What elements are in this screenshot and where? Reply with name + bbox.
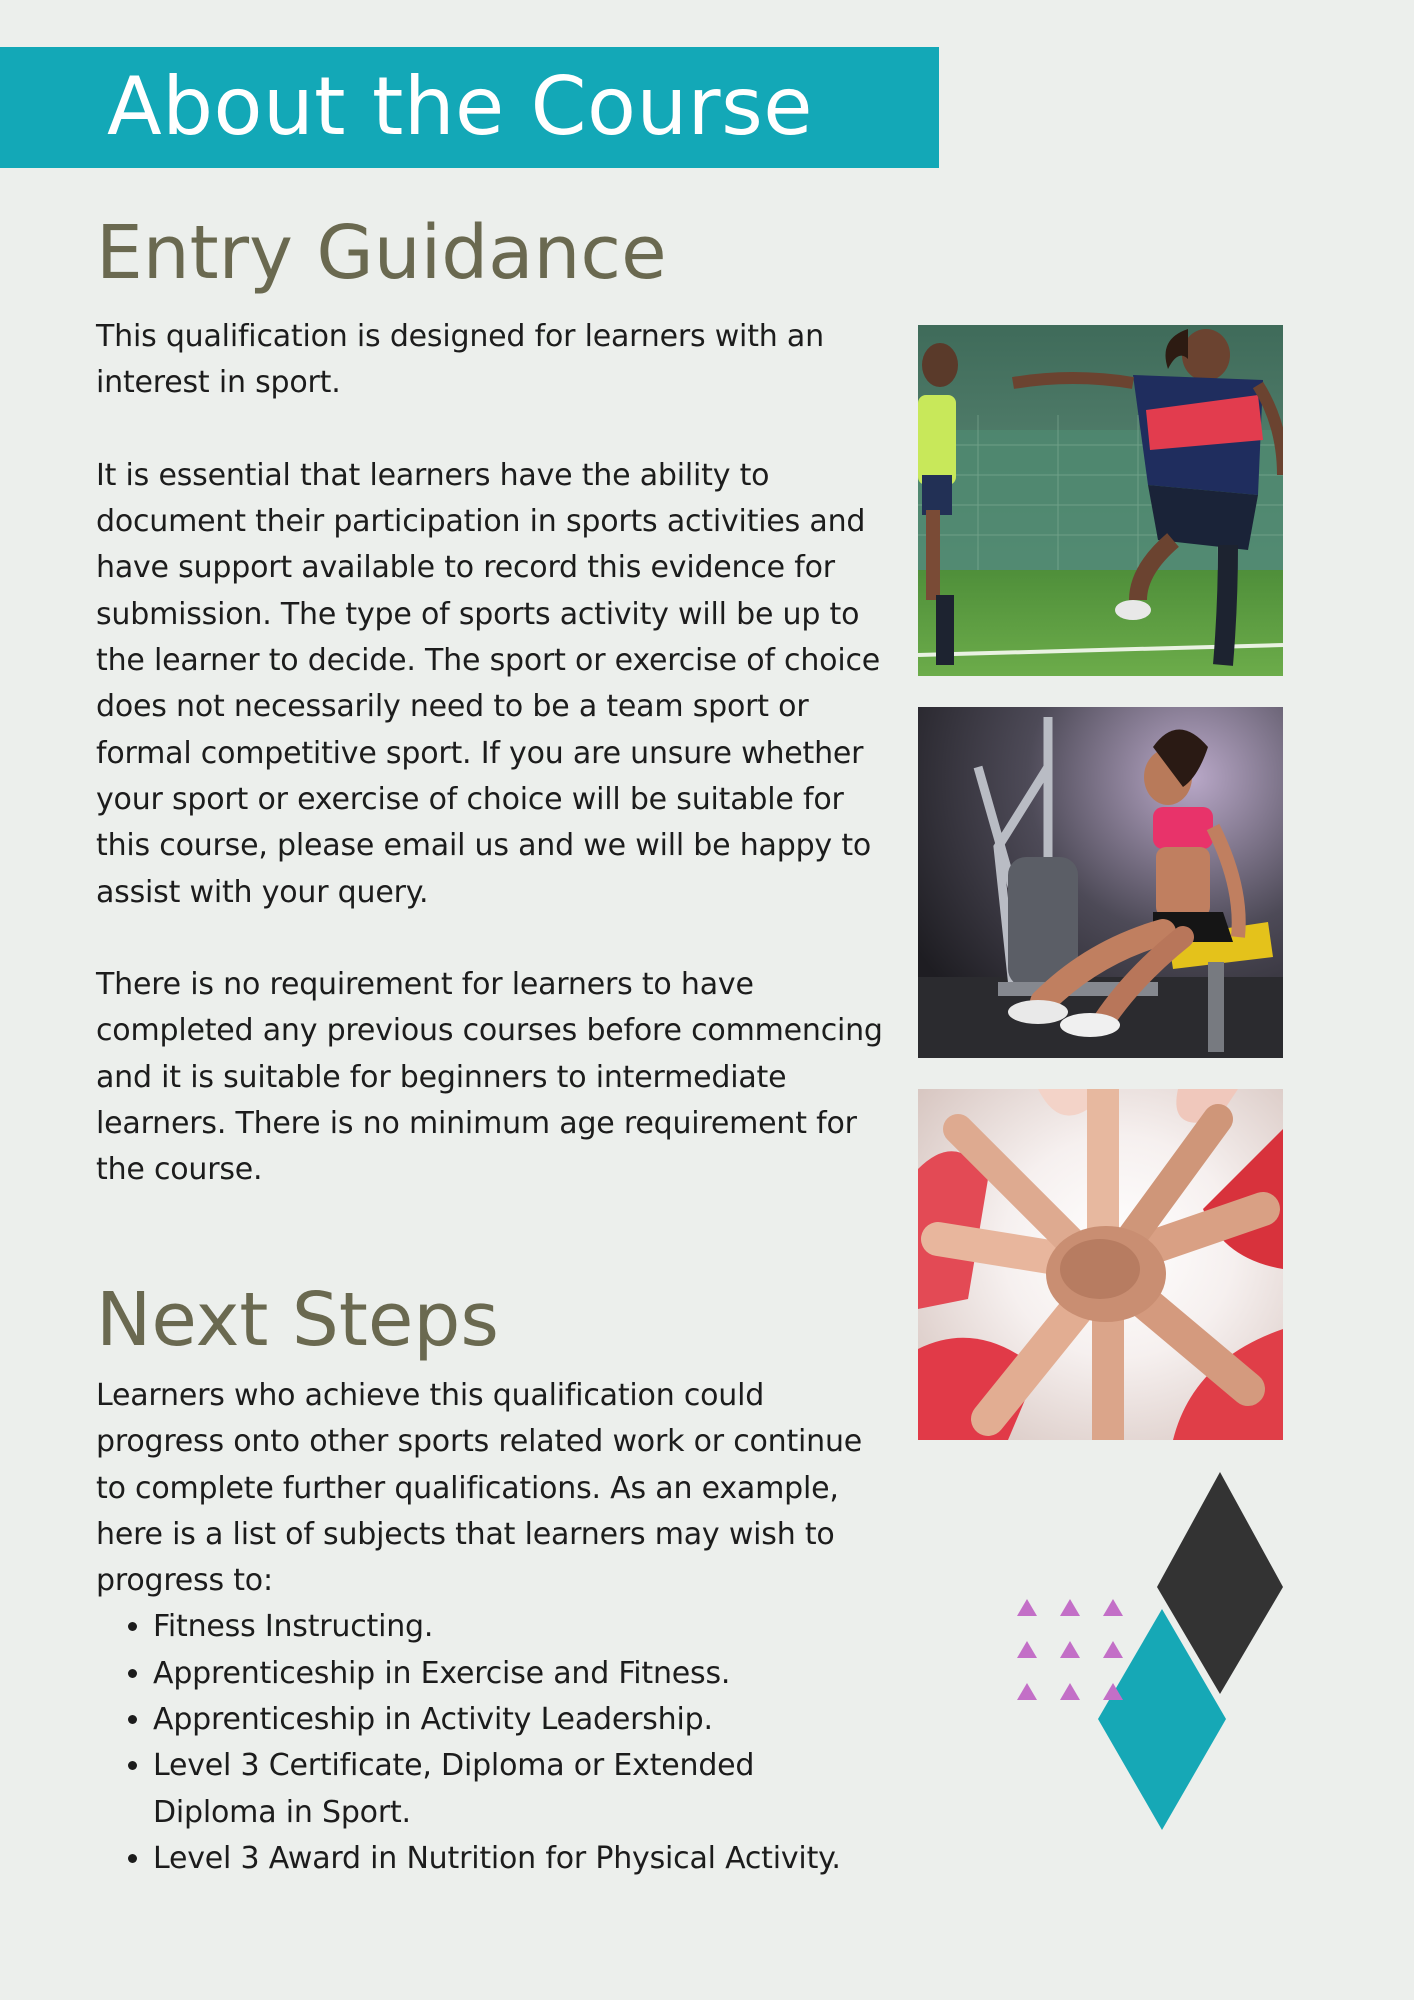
title-banner [0, 47, 939, 168]
decorative-shapes [1010, 1472, 1290, 1840]
list-item: • Level 3 Certificate, Diploma or Extended Diploma in Sport. [153, 1743, 886, 1836]
triangle-pattern [1017, 1599, 1123, 1700]
entry-paragraph: This qualification is designed for learners with an interest in sport. [96, 319, 824, 401]
next-steps-intro: Learners who achieve this qualification could progress onto other sports related work or continue to complete further qualifications. As an example, here is a list of subjects that learners may wish to progress to: [96, 1378, 863, 1599]
list-item: • Level 3 Award in Nutrition for Physical Activity. [153, 1836, 886, 1882]
list-item: • Apprenticeship in Activity Leadership. [153, 1697, 886, 1743]
next-steps-heading: Next Steps [96, 1277, 499, 1363]
photo-gym-athlete [918, 707, 1283, 1058]
page-title: About the Course [107, 60, 813, 153]
photo-team-hands [918, 1089, 1283, 1440]
entry-guidance-body [96, 314, 886, 1194]
entry-guidance-heading: Entry Guidance [96, 210, 667, 296]
photo-soccer-players [918, 325, 1283, 676]
list-item: • Fitness Instructing. [153, 1604, 886, 1650]
list-item: • Apprenticeship in Exercise and Fitness. [153, 1651, 886, 1697]
next-steps-body [96, 1373, 886, 1882]
entry-paragraph: It is essential that learners have the ability to document their participation in sports activities and have support available to record this evidence for submission. The type of sports activity will be up to the learner to decide. The sport or exercise of choice does not necessarily need to be a team sport or formal competitive sport. If you are unsure whether your sport or exercise of choice will be suitable for this course, please email us and we will be happy to assist with your query. [96, 457, 881, 910]
entry-paragraph: There is no requirement for learners to have completed any previous courses before commencing and it is suitable for beginners to intermediate learners. There is no minimum age requirement for the course. [96, 967, 883, 1188]
progression-list [96, 1604, 886, 1882]
